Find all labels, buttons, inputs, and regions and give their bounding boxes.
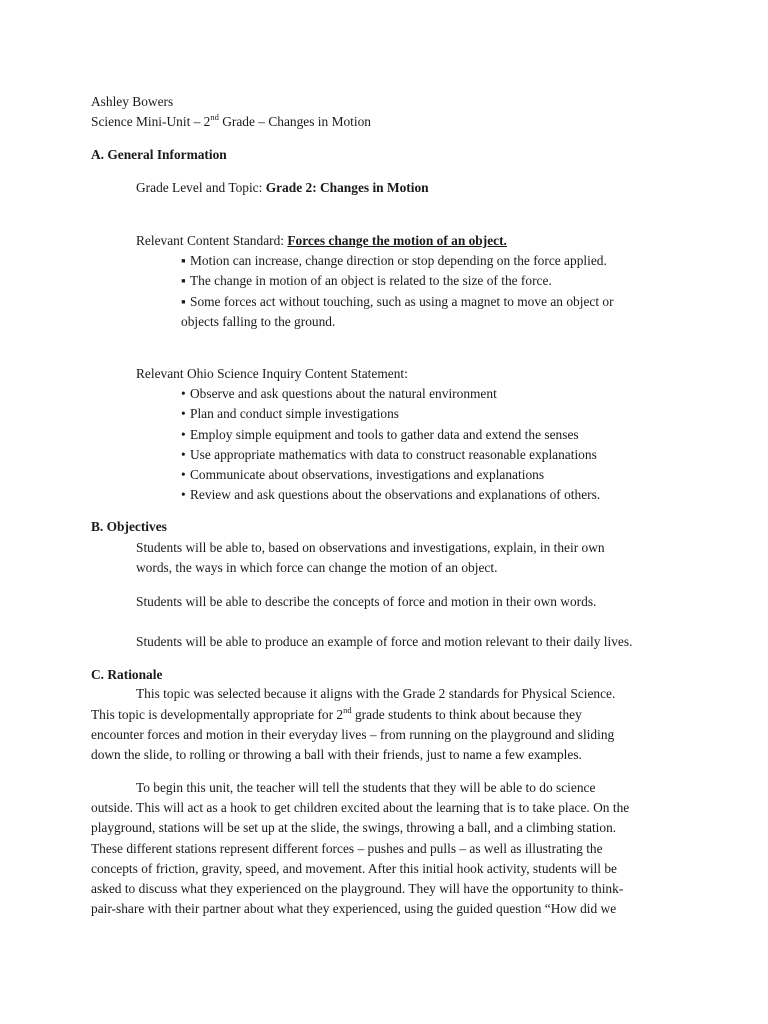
standard-bullet	[181, 292, 614, 312]
rationale-line: playground, stations will be set up at the slide, the swings, throwing a ball, and a climbing station.	[91, 820, 617, 835]
square-bullet-icon: ▪	[181, 273, 186, 288]
standard-bullet	[181, 251, 607, 271]
section-b-heading: B. Objectives	[91, 519, 167, 534]
square-bullet-icon: ▪	[181, 294, 186, 309]
inquiry-bullet	[181, 384, 497, 404]
inquiry-bullet	[181, 465, 544, 485]
rationale-line: These different stations represent different forces – pushes and pulls – as well as illustrating the	[91, 841, 603, 856]
round-bullet-icon: •	[181, 467, 186, 482]
objective-1-line: words, the ways in which force can change the motion of an object.	[136, 560, 498, 575]
round-bullet-icon: •	[181, 386, 186, 401]
rationale-line: concepts of friction, gravity, speed, and movement. After this initial hook activity, students will be	[91, 861, 617, 876]
grade-level-value: Grade 2: Changes in Motion	[265, 180, 429, 195]
inquiry-bullet	[181, 445, 597, 465]
rationale-line	[91, 705, 582, 725]
inquiry-bullet-text: Observe and ask questions about the natural environment	[190, 386, 497, 401]
inquiry-bullet-text: Communicate about observations, investigations and explanations	[190, 467, 545, 482]
rationale-line: down the slide, to rolling or throwing a ball with their friends, just to name a few examples.	[91, 747, 582, 762]
objective-3: Students will be able to produce an example of force and motion relevant to their daily lives.	[136, 634, 633, 649]
subtitle-sup: nd	[210, 111, 219, 122]
objective-2: Students will be able to describe the concepts of force and motion in their own words.	[136, 594, 597, 609]
inquiry-bullet	[181, 425, 579, 445]
subtitle-post: Grade – Changes in Motion	[218, 114, 371, 129]
objective-1-line: Students will be able to, based on observations and investigations, explain, in their own	[136, 540, 605, 555]
round-bullet-icon: •	[181, 447, 186, 462]
standard-bullet-text: Some forces act without touching, such as using a magnet to move an object or	[190, 294, 614, 309]
rationale-line: pair-share with their partner about what they experienced, using the guided question “How did we	[91, 901, 617, 916]
document-subtitle	[91, 112, 371, 132]
inquiry-label: Relevant Ohio Science Inquiry Content Statement:	[136, 366, 408, 381]
section-a-heading: A. General Information	[91, 147, 227, 162]
rationale-line: To begin this unit, the teacher will tell the students that they will be able to do science	[136, 780, 596, 795]
grade-level-label: Grade Level and Topic:	[136, 180, 266, 195]
inquiry-bullet-text: Employ simple equipment and tools to gather data and extend the senses	[190, 427, 579, 442]
content-standard-line	[136, 231, 507, 251]
inquiry-bullet-text: Use appropriate mathematics with data to construct reasonable explanations	[190, 447, 597, 462]
content-standard-label: Relevant Content Standard:	[136, 233, 288, 248]
standard-bullet-continuation: objects falling to the ground.	[181, 314, 336, 329]
round-bullet-icon: •	[181, 487, 186, 502]
rationale-line-post: grade students to think about because they	[351, 707, 582, 722]
standard-bullet	[181, 271, 552, 291]
rationale-line-sup: nd	[343, 704, 352, 715]
content-standard-value: Forces change the motion of an object.	[287, 233, 507, 248]
rationale-line: This topic was selected because it aligns with the Grade 2 standards for Physical Science.	[136, 686, 616, 701]
inquiry-bullet-text: Review and ask questions about the observations and explanations of others.	[190, 487, 601, 502]
square-bullet-icon: ▪	[181, 253, 186, 268]
rationale-line: encounter forces and motion in their everyday lives – from running on the playground and sliding	[91, 727, 615, 742]
rationale-line: outside. This will act as a hook to get children excited about the learning that is to take place. On the	[91, 800, 630, 815]
inquiry-bullet	[181, 485, 600, 505]
round-bullet-icon: •	[181, 406, 186, 421]
round-bullet-icon: •	[181, 427, 186, 442]
inquiry-bullet-text: Plan and conduct simple investigations	[190, 406, 400, 421]
rationale-line-pre: This topic is developmentally appropriate for 2	[91, 707, 344, 722]
section-c-heading: C. Rationale	[91, 667, 163, 682]
author-name: Ashley Bowers	[91, 94, 174, 109]
grade-level-line	[136, 178, 429, 198]
inquiry-bullet	[181, 404, 399, 424]
rationale-line: asked to discuss what they experienced on the playground. They will have the opportunity to think-	[91, 881, 624, 896]
subtitle-pre: Science Mini-Unit – 2	[91, 114, 211, 129]
standard-bullet-text: The change in motion of an object is related to the size of the force.	[190, 273, 552, 288]
standard-bullet-text: Motion can increase, change direction or stop depending on the force applied.	[190, 253, 607, 268]
